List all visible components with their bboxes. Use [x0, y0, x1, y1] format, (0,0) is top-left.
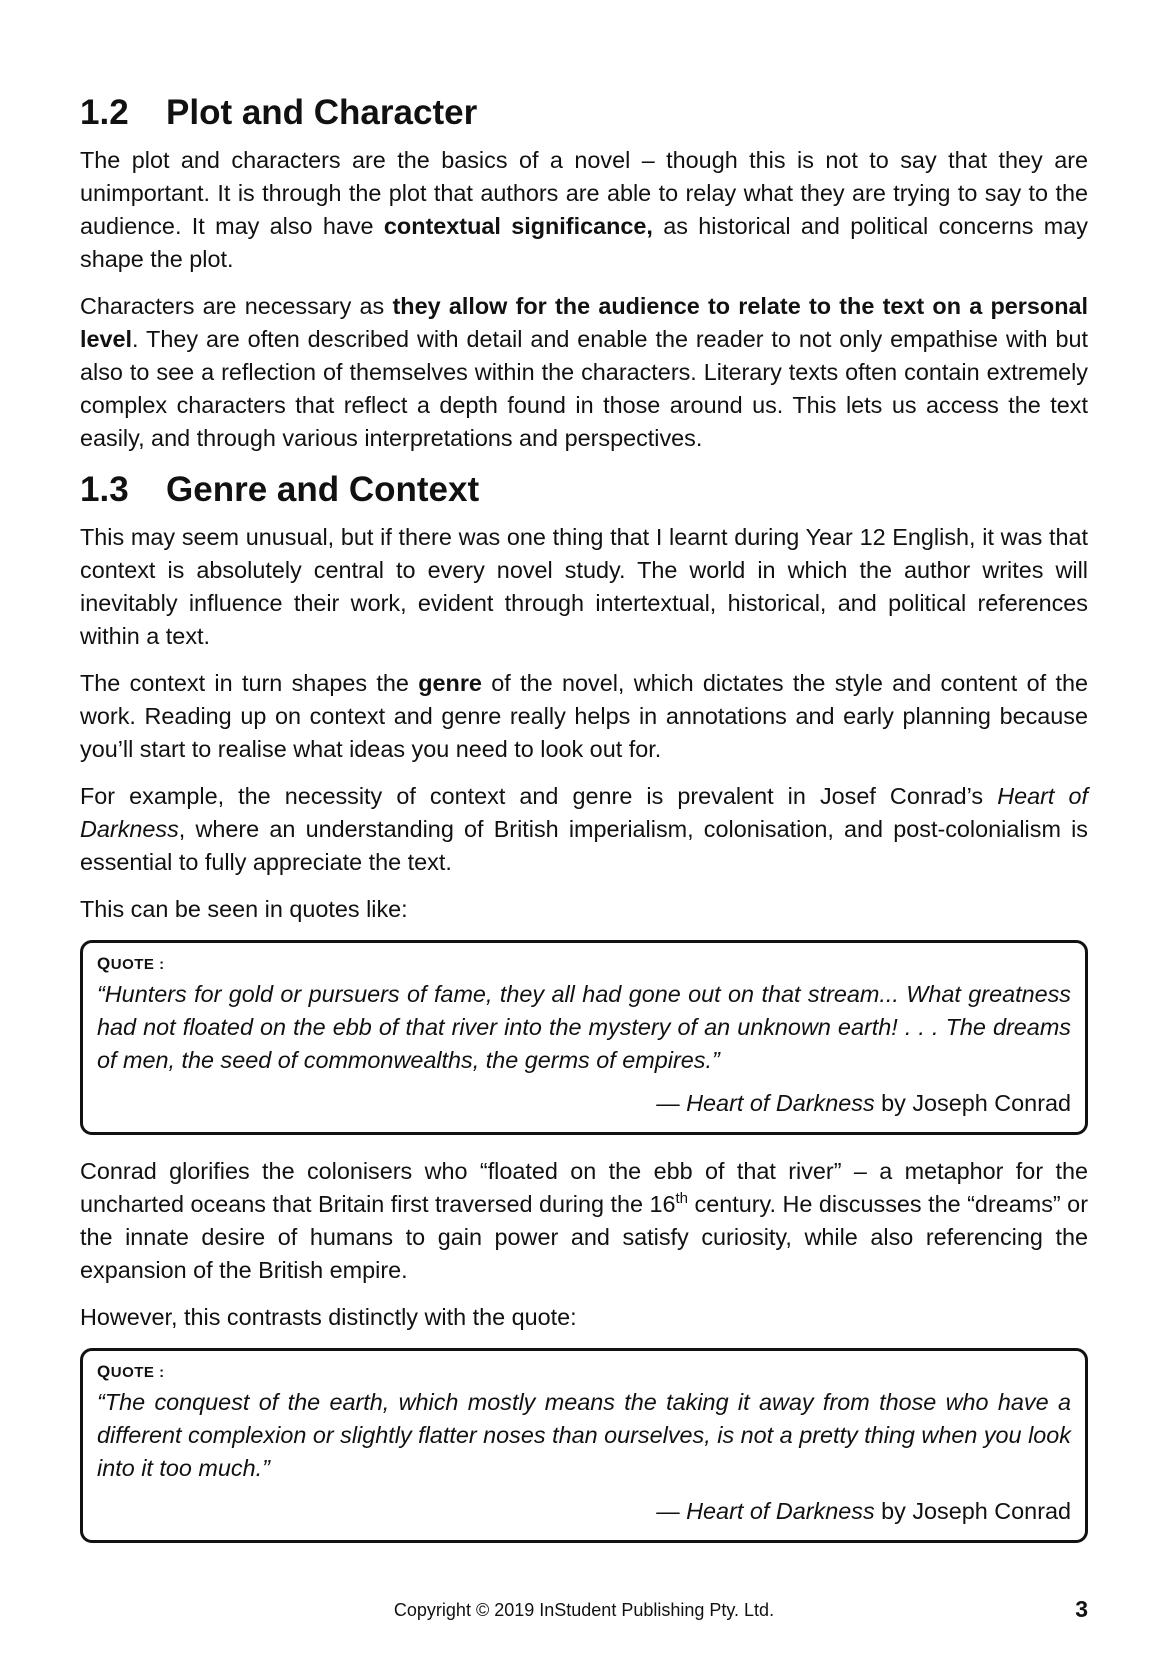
section-title: Genre and Context	[166, 470, 480, 509]
paragraph	[80, 144, 1088, 276]
text-run: For example, the necessity of context and genre is prevalent in Josef Conrad’s	[80, 783, 998, 809]
text-run: of the novel, which dictates the style and content of the work. Reading up on context and genre really helps in annotations and early planning because you’ll start to realise what ideas you need to look out for.	[80, 670, 1088, 762]
paragraph: This may seem unusual, but if there was one thing that I learnt during Year 12 English, it was that context is absolutely central to every novel study. The world in which the author writes will inevitably influence their work, evident through intertextual, historical, and political references within a text.	[80, 524, 1088, 649]
section-heading-1-3	[80, 469, 1088, 511]
quote-text: “Hunters for gold or pursuers of fame, they all had gone out on that stream... What greatness had not floated on the ebb of that river into the mystery of an unknown earth! . . . The dreams of men, the seed of commonwealths, the germs of empires.”	[97, 981, 1071, 1073]
attr-dash: —	[656, 1090, 687, 1116]
quote-label-rest: UOTE :	[110, 956, 165, 973]
superscript: th	[675, 1190, 689, 1208]
section-number: 1.3	[80, 470, 129, 509]
quote-text: “The conquest of the earth, which mostly means the taking it away from those who have a different complexion or slightly flatter noses than ourselves, is not a pretty thing when you look into it too much.”	[97, 1389, 1071, 1481]
page-number: 3	[1075, 1596, 1088, 1622]
bold-text: genre	[418, 670, 482, 696]
bold-text: contextual significance,	[383, 213, 653, 239]
quote-label-initial: Q	[97, 1362, 111, 1381]
paragraph	[80, 290, 1088, 455]
quote-attribution	[97, 1495, 1071, 1528]
text-run: , where an understanding of British imperialism, colonisation, and post-colonialism is essential to fully appreciate the text.	[80, 816, 1088, 875]
section-title: Plot and Character	[166, 93, 478, 132]
text-run: century. He discusses the “dreams” or the innate desire of humans to gain power and satisfy curiosity, while also referencing the expansion of the British empire.	[80, 1191, 1088, 1283]
paragraph	[80, 1155, 1088, 1287]
quote-attribution	[97, 1087, 1071, 1120]
attr-dash: —	[656, 1498, 687, 1524]
text-run: as historical and political concerns may shape the plot.	[80, 213, 1088, 272]
section-heading-1-2	[80, 92, 1088, 134]
text-run: Conrad glorifies the colonisers who “floated on the ebb of that river” – a metaphor for the uncharted oceans that Britain first traversed during the 16	[80, 1158, 1088, 1217]
page-content	[80, 92, 1088, 1563]
section-number: 1.2	[80, 93, 129, 132]
quote-label	[97, 1361, 1071, 1384]
quote-box	[80, 1348, 1088, 1543]
attr-title: Heart of Darkness	[686, 1090, 875, 1116]
text-run: . They are often described with detail and enable the reader to not only empathise with but also to see a reflection of themselves within the characters. Literary texts often contain extremely complex characters that reflect a depth found in those around us. This lets us access the text easily, and through various interpretations and perspectives.	[80, 326, 1088, 451]
quote-label-initial: Q	[97, 954, 111, 973]
bold-text: they allow for the audience to relate to the text on a personal level	[80, 293, 1089, 352]
quote-box	[80, 940, 1088, 1135]
paragraph: This can be seen in quotes like:	[80, 896, 408, 922]
text-run: The plot and characters are the basics of a novel – though this is not to say that they are unimportant. It is through the plot that authors are able to relay what they are trying to say to the audience. It may also have	[80, 147, 1088, 239]
paragraph	[80, 780, 1088, 879]
text-run: Characters are necessary as	[80, 293, 393, 319]
attr-author: by Joseph Conrad	[874, 1498, 1071, 1524]
footer-copyright: Copyright © 2019 InStudent Publishing Pty. Ltd.	[393, 1600, 775, 1620]
attr-title: Heart of Darkness	[686, 1498, 875, 1524]
italic-text: Heart of Darkness	[80, 783, 1088, 842]
text-run: The context in turn shapes the	[80, 670, 419, 696]
quote-label	[97, 953, 1071, 976]
attr-author: by Joseph Conrad	[874, 1090, 1071, 1116]
paragraph	[80, 667, 1088, 766]
quote-label-rest: UOTE :	[110, 1364, 165, 1381]
paragraph: However, this contrasts distinctly with the quote:	[80, 1304, 577, 1330]
